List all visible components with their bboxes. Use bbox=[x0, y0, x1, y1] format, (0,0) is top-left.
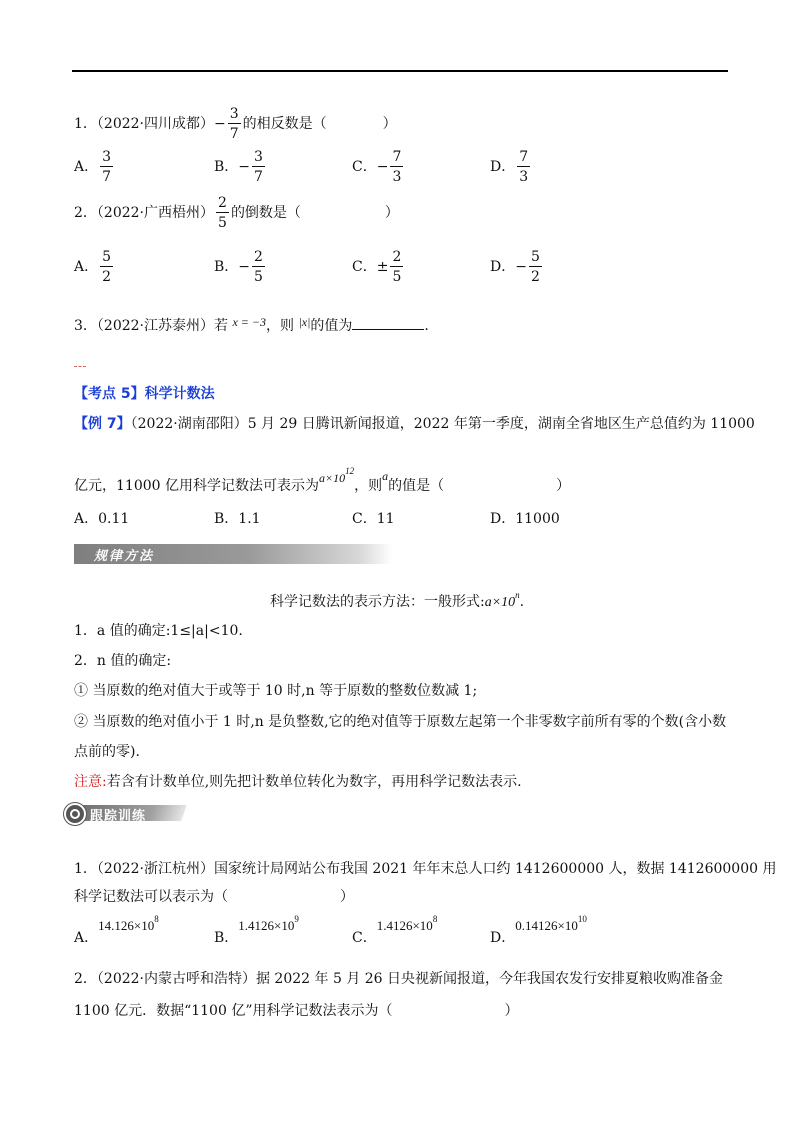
equation: x = −3 bbox=[232, 315, 266, 329]
option-sign: − bbox=[376, 159, 389, 175]
question-2 bbox=[74, 196, 399, 230]
fraction-sign: − bbox=[214, 116, 226, 132]
method-end: . bbox=[519, 594, 525, 610]
option-label: D． bbox=[490, 259, 516, 275]
fraction bbox=[216, 196, 229, 230]
q2-options bbox=[74, 250, 634, 288]
option-value: 1.1 bbox=[238, 511, 261, 527]
option-a[interactable] bbox=[74, 150, 115, 184]
expr-exponent: 12 bbox=[345, 466, 355, 476]
option-label: C． bbox=[352, 511, 377, 527]
option-sign: − bbox=[515, 259, 527, 275]
numerator: 2 bbox=[392, 249, 402, 265]
expr-exponent: n bbox=[515, 590, 520, 600]
numerator: 5 bbox=[102, 249, 112, 265]
option-expression bbox=[98, 914, 159, 933]
example-text: （2022·湖南邵阳）5 月 29 日腾讯新闻报道，2022 年第一季度，湖南全省地区生产总值约为 11000 bbox=[130, 416, 755, 432]
option-label: A． bbox=[74, 930, 99, 946]
option-b[interactable] bbox=[214, 150, 267, 184]
numerator: 3 bbox=[102, 149, 112, 165]
denominator: 7 bbox=[254, 169, 263, 185]
option-fraction bbox=[100, 250, 113, 284]
method-item-4: ② 当原数的绝对值小于 1 时,n 是负整数,它的绝对值等于原数左起第一个非零数字前所有零的个数(含小数 bbox=[74, 714, 727, 730]
option-d[interactable] bbox=[490, 508, 560, 528]
note-text: 若含有计数单位,则先把计数单位转化为数字，再用科学记数法表示. bbox=[106, 774, 522, 790]
example-tag: 【例 7】 bbox=[74, 416, 131, 432]
example-text: ，则 bbox=[354, 478, 383, 494]
denominator: 7 bbox=[102, 169, 112, 185]
denominator: 5 bbox=[392, 269, 402, 285]
option-sign: − bbox=[238, 259, 251, 275]
question-3 bbox=[74, 312, 429, 336]
numerator: 5 bbox=[530, 249, 540, 265]
question-number: 2． bbox=[74, 205, 97, 221]
example-text: 亿元，11000 亿用科学记数法可表示为 bbox=[74, 478, 319, 494]
denominator: 2 bbox=[530, 269, 540, 285]
option-label: B． bbox=[214, 511, 239, 527]
example-line-1 bbox=[74, 413, 755, 433]
option-label: C． bbox=[352, 159, 377, 175]
denominator: 3 bbox=[392, 169, 402, 185]
question-number: 3． bbox=[74, 318, 97, 334]
expr-exponent: 10 bbox=[577, 914, 587, 924]
denominator: 2 bbox=[102, 269, 112, 285]
note-label: 注意: bbox=[74, 774, 107, 790]
question-text: 的倒数是（ ） bbox=[230, 205, 399, 221]
expr-base: 14.126×10 bbox=[98, 918, 155, 933]
option-b[interactable] bbox=[214, 508, 261, 528]
option-label: D． bbox=[490, 511, 516, 527]
expr-base: a×10 bbox=[484, 595, 516, 610]
training-q1-line-1: 1．（2022·浙江杭州）国家统计局网站公布我国 2021 年年末总人口约 1412600000 人，数据 1412600000 用 bbox=[74, 861, 777, 877]
option-sign: − bbox=[238, 159, 251, 175]
example-options bbox=[74, 508, 634, 528]
expr-exponent: 8 bbox=[432, 914, 438, 924]
q1-options bbox=[74, 150, 634, 188]
numerator: 7 bbox=[519, 149, 529, 165]
option-a[interactable] bbox=[74, 914, 159, 946]
option-a[interactable] bbox=[74, 250, 115, 284]
option-c[interactable] bbox=[352, 150, 405, 184]
option-c[interactable] bbox=[352, 508, 395, 528]
training-q2-line-2: 1100 亿元．数据“1100 亿”用科学记数法表示为（ ） bbox=[74, 1003, 519, 1019]
option-value: 0.11 bbox=[98, 511, 130, 527]
question-end: . bbox=[424, 318, 429, 334]
option-value: 11000 bbox=[515, 511, 560, 527]
denominator: 5 bbox=[218, 215, 227, 231]
section-heading bbox=[74, 383, 215, 403]
method-text: 科学记数法的表示方法：一般形式: bbox=[270, 594, 485, 610]
numerator: 2 bbox=[218, 195, 227, 211]
method-banner-title: 规律方法 bbox=[94, 549, 155, 564]
method-item-3: ① 当原数的绝对值大于或等于 10 时,n 等于原数的整数位数减 1; bbox=[74, 683, 478, 699]
expr-exponent: 9 bbox=[294, 914, 299, 924]
denominator: 7 bbox=[229, 126, 239, 142]
training-q1-line-2: 科学记数法可以表示为（ ） bbox=[74, 889, 354, 905]
option-label: B． bbox=[214, 930, 239, 946]
option-label: D． bbox=[490, 930, 516, 946]
option-label: B． bbox=[214, 159, 239, 175]
option-a[interactable] bbox=[74, 508, 129, 528]
expr-exponent: 8 bbox=[154, 914, 159, 924]
method-note bbox=[74, 771, 522, 791]
question-number: 1． bbox=[74, 116, 97, 132]
expr-base: 1.4126×10 bbox=[238, 918, 295, 933]
option-d[interactable] bbox=[490, 914, 587, 946]
absolute-value: |x| bbox=[298, 315, 311, 329]
option-b[interactable] bbox=[214, 250, 267, 284]
method-banner bbox=[74, 544, 392, 564]
question-1 bbox=[74, 107, 397, 141]
option-expression bbox=[515, 914, 587, 933]
numerator: 3 bbox=[229, 106, 239, 122]
answer-blank[interactable] bbox=[352, 315, 424, 330]
question-connector: ，则 bbox=[266, 318, 294, 334]
option-expression bbox=[376, 914, 438, 933]
numerator: 7 bbox=[392, 149, 402, 165]
training-q2-line-1: 2．（2022·内蒙古呼和浩特）据 2022 年 5 月 26 日央视新闻报道，今年我国农发行安排夏粮收购准备金 bbox=[74, 971, 724, 987]
training-title: 跟踪训练 bbox=[90, 809, 147, 824]
expr-base: 1.4126×10 bbox=[376, 918, 433, 933]
section-title: 科学计数法 bbox=[144, 386, 215, 402]
option-fraction bbox=[390, 150, 403, 184]
variable-a: a bbox=[382, 469, 389, 483]
option-label: A． bbox=[74, 259, 99, 275]
method-item-4-cont: 点前的零). bbox=[74, 744, 140, 760]
option-label: B． bbox=[214, 259, 239, 275]
option-expression bbox=[238, 914, 299, 933]
method-item-2: 2．n 值的确定: bbox=[74, 653, 172, 669]
method-center-line bbox=[270, 590, 524, 611]
training-banner bbox=[64, 802, 184, 824]
option-label: A． bbox=[74, 511, 99, 527]
example-text: 的值是（ ） bbox=[388, 478, 571, 494]
option-d[interactable] bbox=[490, 150, 532, 184]
option-d[interactable] bbox=[490, 250, 544, 284]
divider-dash bbox=[74, 366, 86, 367]
question-text: 的相反数是（ ） bbox=[242, 116, 397, 132]
math-expression bbox=[484, 590, 520, 610]
option-fraction bbox=[390, 250, 403, 284]
option-label: A． bbox=[74, 159, 99, 175]
option-fraction bbox=[252, 150, 265, 184]
numerator: 3 bbox=[254, 149, 263, 165]
option-label: D． bbox=[490, 159, 516, 175]
option-fraction bbox=[252, 250, 265, 284]
option-c[interactable] bbox=[352, 250, 405, 284]
target-icon bbox=[64, 803, 86, 825]
method-item-1: 1．a 值的确定:1≤|a|<10. bbox=[74, 623, 243, 639]
math-expression bbox=[319, 466, 355, 485]
denominator: 3 bbox=[519, 169, 529, 185]
question-source: （2022·江苏泰州）若 bbox=[96, 318, 229, 334]
option-b[interactable] bbox=[214, 914, 299, 946]
numerator: 2 bbox=[254, 249, 263, 265]
option-fraction bbox=[100, 150, 113, 184]
fraction bbox=[228, 107, 241, 141]
option-sign: ± bbox=[376, 259, 389, 275]
expr-base: a×10 bbox=[319, 471, 346, 485]
option-fraction bbox=[517, 150, 530, 184]
option-fraction bbox=[529, 250, 542, 284]
option-value: 11 bbox=[376, 511, 395, 527]
question-text: 的值为 bbox=[310, 318, 353, 334]
expr-base: 0.14126×10 bbox=[515, 918, 578, 933]
option-label: C． bbox=[352, 259, 377, 275]
denominator: 5 bbox=[254, 269, 263, 285]
top-rule bbox=[72, 70, 728, 72]
section-tag: 【考点 5】 bbox=[74, 386, 145, 402]
training-q1-options bbox=[74, 914, 674, 944]
example-line-2 bbox=[74, 458, 570, 499]
question-source: （2022·四川成都） bbox=[96, 116, 215, 132]
option-c[interactable] bbox=[352, 914, 438, 946]
option-label: C． bbox=[352, 930, 377, 946]
question-source: （2022·广西梧州） bbox=[96, 205, 215, 221]
